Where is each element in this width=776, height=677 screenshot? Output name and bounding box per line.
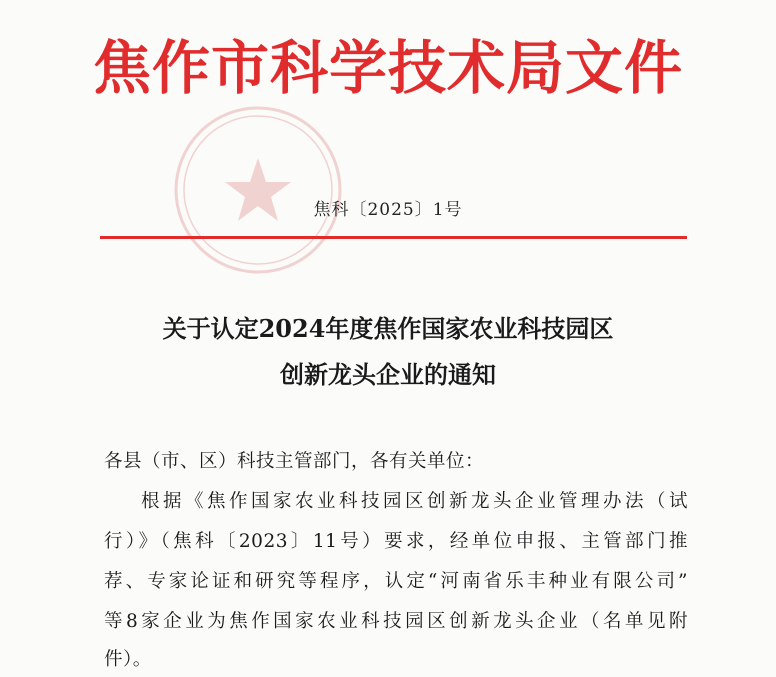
body-line-5: 件）。 [104,649,152,670]
body-line-3: 荐、专家论证和研究等程序，认定“河南省乐丰种业有限公司” [104,571,688,592]
salutation: 各县（市、区）科技主管部门，各有关单位： [104,451,485,472]
body-line-1: 根据《焦作国家农业科技园区创新龙头企业管理办法（试 [141,491,688,512]
document-masthead: 焦作市科学技术局文件 [92,34,683,102]
red-divider-line [100,236,687,239]
faint-seal-stamp [168,100,348,280]
body-line-2: 行）》（焦科〔2023〕11号）要求，经单位申报、主管部门推 [104,531,688,552]
notice-title-line-2: 创新龙头企业的通知 [280,360,496,389]
body-line-4: 等8家企业为焦作国家农业科技园区创新龙头企业（名单见附 [104,611,688,632]
document-number: 焦科〔2025〕1号 [313,200,463,220]
notice-title-line-1: 关于认定2024年度焦作国家农业科技园区 [162,314,614,343]
